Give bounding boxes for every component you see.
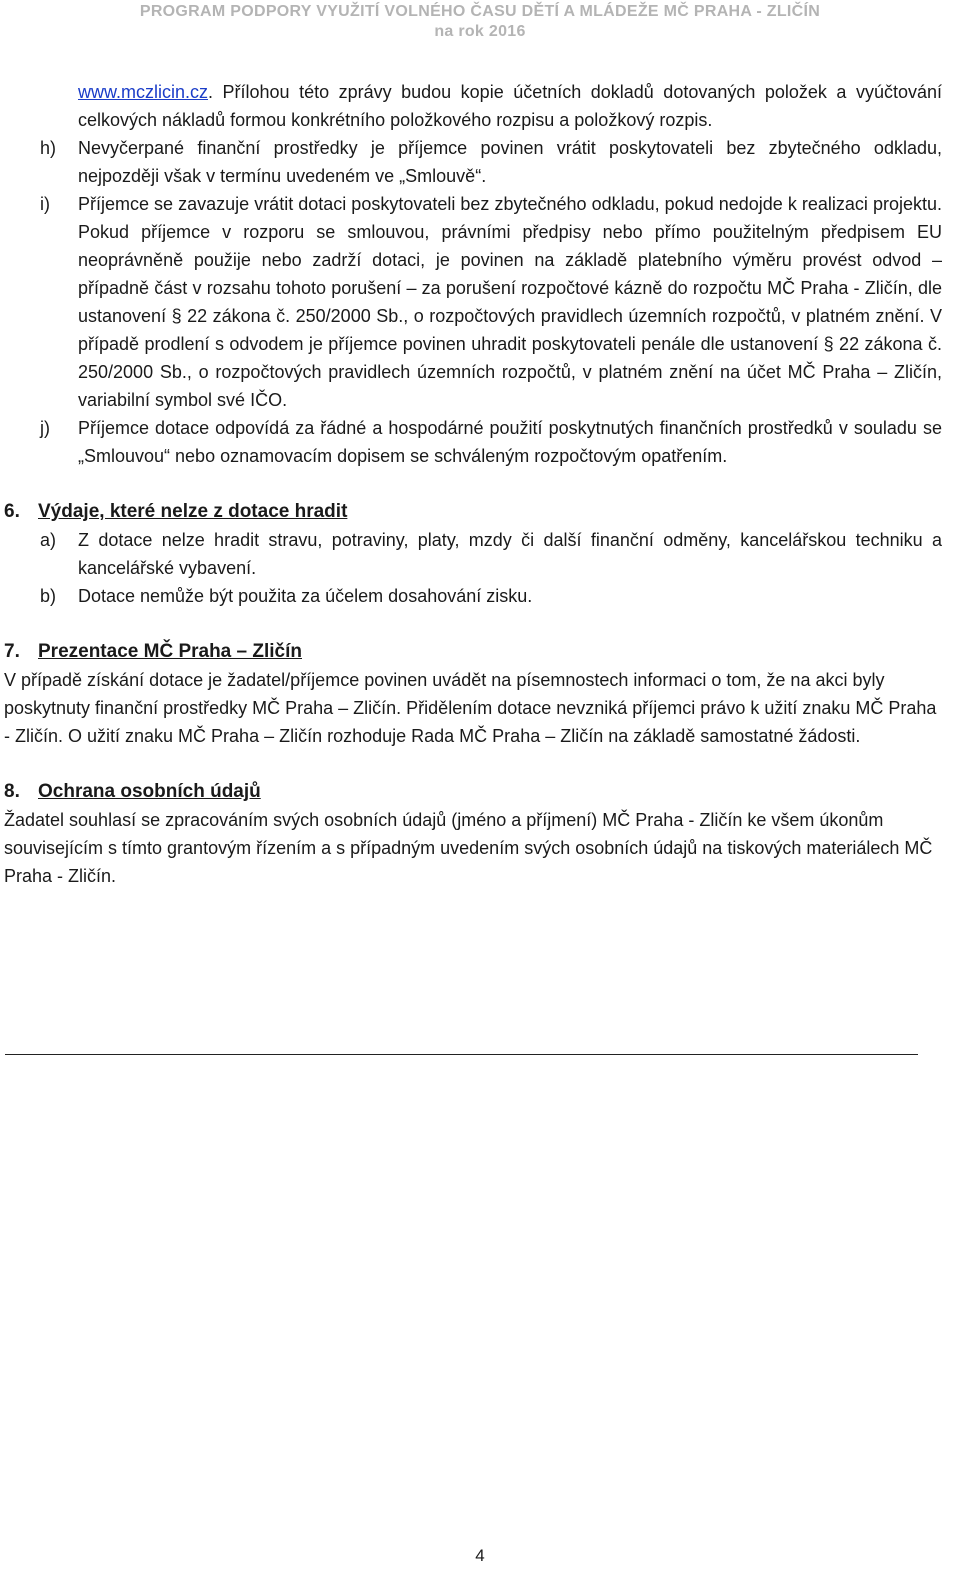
section-7-heading xyxy=(0,638,960,666)
list-marker: a) xyxy=(40,530,57,550)
document-header xyxy=(0,2,960,42)
list-item-i xyxy=(0,190,960,414)
continuation-text: . Přílohou této zprávy budou kopie účetních dokladů dotovaných položek a vyúčtování celkových nákladů formou konkrétního položkového rozpisu a položkový rozpis. xyxy=(78,82,942,130)
list-marker: j) xyxy=(40,418,50,438)
page-number: 4 xyxy=(475,1546,485,1565)
section-6-heading xyxy=(0,498,960,526)
section-title: Prezentace MČ Praha – Zličín xyxy=(38,641,302,662)
footnote-divider xyxy=(5,1054,918,1055)
list-marker: h) xyxy=(40,138,57,158)
spacer xyxy=(0,750,960,778)
header-year: na rok 2016 xyxy=(434,23,526,40)
header-program-title: PROGRAM PODPORY VYUŽITÍ VOLNÉHO ČASU DĚTÍ A MLÁDEŽE MČ PRAHA - ZLIČÍN xyxy=(139,3,821,20)
section-8-paragraph: Žadatel souhlasí se zpracováním svých osobních údajů (jméno a příjmení) MČ Praha - Zličín ke všem úkonům souvisejícím s tímto grantovým řízením a s případným uvedením svých osobních údajů na tiskových materiálech MČ Praha - Zličín. xyxy=(4,810,933,886)
spacer xyxy=(0,610,960,638)
continuation-paragraph xyxy=(0,78,960,134)
section-title: Ochrana osobních údajů xyxy=(38,781,261,802)
spacer xyxy=(0,470,960,498)
section-number: 7. xyxy=(4,641,20,662)
list-item-h xyxy=(0,134,960,190)
list-item-text: Příjemce dotace odpovídá za řádné a hospodárné použití poskytnutých finančních prostředků v souladu se „Smlouvou“ nebo oznamovacím dopisem se schváleným rozpočtovým opatřením. xyxy=(78,418,942,466)
list-marker: b) xyxy=(40,586,57,606)
section-number: 6. xyxy=(4,501,20,522)
list-item-text: Z dotace nelze hradit stravu, potraviny, platy, mzdy či další finanční odměny, kancelářskou techniku a kancelářské vybavení. xyxy=(78,530,942,578)
section-7-paragraph: V případě získání dotace je žadatel/příjemce povinen uvádět na písemnostech informaci o tom, že na akci byly poskytnuty finanční prostředky MČ Praha – Zličín. Přidělením dotace nevzniká příjemci právo k užití znaku MČ Praha - Zličín. O užití znaku MČ Praha – Zličín rozhoduje Rada MČ Praha – Zličín na základě samostatné žádosti. xyxy=(4,670,937,746)
list-item-text: Příjemce se zavazuje vrátit dotaci poskytovateli bez zbytečného odkladu, pokud nedojde k realizaci projektu. Pokud příjemce v rozporu se smlouvou, právními předpisy nebo přímo použitelným předpisem EU neoprávněně použije nebo zadrží dotaci, je povinen na základě platebního výměru provést odvod – případně část v rozsahu tohoto porušení – za porušení rozpočtové kázně do rozpočtu MČ Praha - Zličín, dle ustanovení § 22 zákona č. 250/2000 Sb., o rozpočtových pravidlech územních rozpočtů, v platném znění. V případě prodlení s odvodem je příjemce povinen uhradit poskytovateli penále dle ustanovení § 22 zákona č. 250/2000 Sb., o rozpočtových pravidlech územních rozpočtů, v platném znění na účet MČ Praha – Zličín, variabilní symbol své IČO. xyxy=(78,194,942,410)
website-link[interactable]: www.mczlicin.cz xyxy=(78,82,209,102)
list-item-text: Nevyčerpané finanční prostředky je příjemce povinen vrátit poskytovateli bez zbytečného odkladu, nejpozději však v termínu uvedeném ve „Smlouvě“. xyxy=(78,138,942,186)
list-marker: i) xyxy=(40,194,50,214)
section-8-heading xyxy=(0,778,960,806)
document-body xyxy=(0,78,960,890)
list-item-6b xyxy=(0,582,960,610)
section-title: Výdaje, které nelze z dotace hradit xyxy=(38,501,348,522)
list-item-6a xyxy=(0,526,960,582)
list-item-j xyxy=(0,414,960,470)
section-number: 8. xyxy=(4,781,20,802)
list-item-text: Dotace nemůže být použita za účelem dosahování zisku. xyxy=(78,586,533,606)
